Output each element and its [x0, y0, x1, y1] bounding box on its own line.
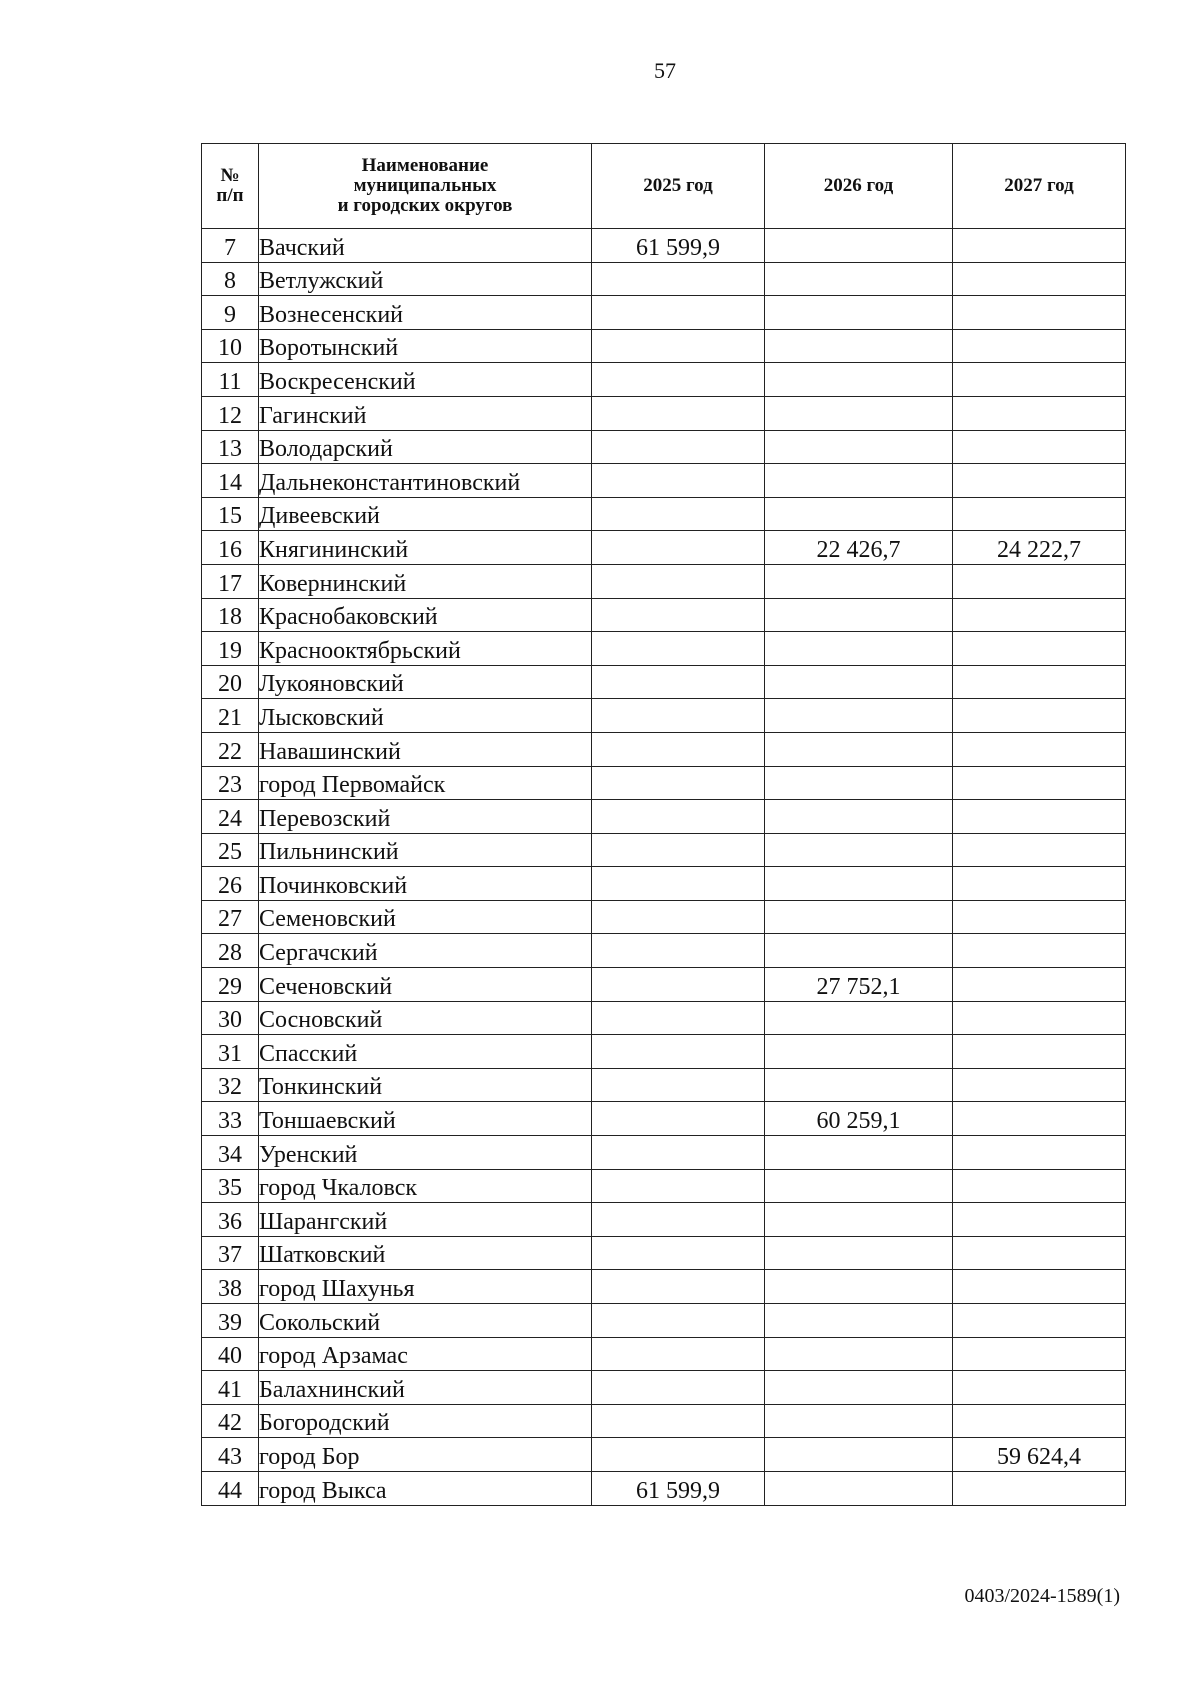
value-2026-cell [765, 800, 953, 834]
municipality-name-cell: Семеновский [259, 900, 592, 934]
table-row [202, 665, 1126, 699]
value-2026-cell [765, 934, 953, 968]
table-body [202, 229, 1126, 1506]
row-number-cell: 39 [202, 1304, 259, 1338]
value-2027-cell [953, 900, 1126, 934]
value-2025-cell [592, 1270, 765, 1304]
table-row [202, 1203, 1126, 1237]
table-row [202, 1035, 1126, 1069]
row-number-cell: 28 [202, 934, 259, 968]
value-2025-cell [592, 1068, 765, 1102]
municipality-name-cell: Краснооктябрьский [259, 632, 592, 666]
value-2025-cell [592, 665, 765, 699]
table-row [202, 497, 1126, 531]
municipality-name-cell: Сокольский [259, 1304, 592, 1338]
value-2025-cell [592, 262, 765, 296]
value-2026-cell [765, 1438, 953, 1472]
municipality-name-cell: город Выкса [259, 1471, 592, 1505]
municipality-name-cell: Тонкинский [259, 1068, 592, 1102]
value-2027-cell [953, 296, 1126, 330]
value-2027-cell [953, 732, 1126, 766]
table-row [202, 833, 1126, 867]
value-2025-cell [592, 934, 765, 968]
table-row [202, 1270, 1126, 1304]
row-number-cell: 41 [202, 1371, 259, 1405]
value-2026-cell [765, 1471, 953, 1505]
row-number-cell: 18 [202, 598, 259, 632]
value-2027-cell [953, 934, 1126, 968]
value-2025-cell [592, 699, 765, 733]
row-number-cell: 43 [202, 1438, 259, 1472]
table-row [202, 699, 1126, 733]
value-2027-cell [953, 968, 1126, 1002]
value-2025-cell [592, 430, 765, 464]
row-number-cell: 20 [202, 665, 259, 699]
value-2027-cell [953, 867, 1126, 901]
value-2027-cell: 59 624,4 [953, 1438, 1126, 1472]
row-number-cell: 21 [202, 699, 259, 733]
value-2026-cell [765, 1236, 953, 1270]
table-row [202, 867, 1126, 901]
value-2026-cell [765, 1404, 953, 1438]
value-2025-cell [592, 1371, 765, 1405]
value-2027-cell [953, 262, 1126, 296]
page-number: 57 [654, 58, 676, 83]
value-2025-cell [592, 1035, 765, 1069]
row-number-cell: 26 [202, 867, 259, 901]
value-2026-cell [765, 1068, 953, 1102]
municipality-name-cell: Пильнинский [259, 833, 592, 867]
table-row [202, 800, 1126, 834]
value-2026-cell [765, 1270, 953, 1304]
row-number-cell: 32 [202, 1068, 259, 1102]
value-2026-cell [765, 598, 953, 632]
municipality-name-cell: Дивеевский [259, 497, 592, 531]
value-2026-cell [765, 1001, 953, 1035]
value-2026-cell [765, 564, 953, 598]
value-2025-cell [592, 531, 765, 565]
value-2027-cell [953, 363, 1126, 397]
municipality-name-cell: Сеченовский [259, 968, 592, 1002]
municipality-name-cell: Ковернинский [259, 564, 592, 598]
value-2025-cell [592, 766, 765, 800]
row-number-cell: 44 [202, 1471, 259, 1505]
value-2025-cell [592, 564, 765, 598]
row-number-cell: 8 [202, 262, 259, 296]
value-2025-cell [592, 1203, 765, 1237]
value-2025-cell [592, 497, 765, 531]
municipality-name-cell: город Бор [259, 1438, 592, 1472]
value-2026-cell [765, 1203, 953, 1237]
table-row [202, 732, 1126, 766]
allocation-table [201, 143, 1126, 1506]
value-2027-cell [953, 1068, 1126, 1102]
value-2026-cell [765, 396, 953, 430]
value-2025-cell [592, 1136, 765, 1170]
table-row [202, 363, 1126, 397]
row-number-cell: 37 [202, 1236, 259, 1270]
row-number-cell: 30 [202, 1001, 259, 1035]
value-2027-cell [953, 699, 1126, 733]
table-row [202, 1438, 1126, 1472]
header-2027: 2027 год [953, 144, 1126, 229]
value-2027-cell [953, 1371, 1126, 1405]
header-2025: 2025 год [592, 144, 765, 229]
value-2027-cell [953, 1203, 1126, 1237]
value-2026-cell [765, 1337, 953, 1371]
value-2025-cell [592, 329, 765, 363]
table-row [202, 968, 1126, 1002]
row-number-cell: 14 [202, 464, 259, 498]
value-2026-cell [765, 867, 953, 901]
value-2026-cell [765, 296, 953, 330]
municipality-name-cell: Володарский [259, 430, 592, 464]
value-2026-cell [765, 766, 953, 800]
table-row [202, 1136, 1126, 1170]
municipality-name-cell: город Шахунья [259, 1270, 592, 1304]
value-2027-cell [953, 833, 1126, 867]
value-2025-cell [592, 1236, 765, 1270]
table-row [202, 1169, 1126, 1203]
value-2027-cell [953, 1136, 1126, 1170]
municipality-name-cell: Воскресенский [259, 363, 592, 397]
value-2025-cell [592, 1304, 765, 1338]
value-2025-cell [592, 1404, 765, 1438]
value-2027-cell [953, 1169, 1126, 1203]
value-2027-cell [953, 800, 1126, 834]
value-2025-cell [592, 1102, 765, 1136]
value-2025-cell [592, 968, 765, 1002]
value-2026-cell [765, 497, 953, 531]
value-2026-cell [765, 632, 953, 666]
value-2026-cell [765, 900, 953, 934]
table-row [202, 296, 1126, 330]
value-2026-cell [765, 430, 953, 464]
value-2025-cell [592, 632, 765, 666]
value-2026-cell: 22 426,7 [765, 531, 953, 565]
municipality-name-cell: Уренский [259, 1136, 592, 1170]
value-2027-cell [953, 1304, 1126, 1338]
header-municipality-name: Наименование муниципальных и городских округов [259, 144, 592, 229]
row-number-cell: 7 [202, 229, 259, 263]
row-number-cell: 24 [202, 800, 259, 834]
table-row [202, 1102, 1126, 1136]
value-2025-cell [592, 732, 765, 766]
municipality-name-cell: Балахнинский [259, 1371, 592, 1405]
row-number-cell: 40 [202, 1337, 259, 1371]
row-number-cell: 12 [202, 396, 259, 430]
value-2025-cell [592, 363, 765, 397]
municipality-name-cell: Шарангский [259, 1203, 592, 1237]
municipality-name-cell: Вознесенский [259, 296, 592, 330]
table-row [202, 1371, 1126, 1405]
header-2026: 2026 год [765, 144, 953, 229]
municipality-name-cell: Починковский [259, 867, 592, 901]
value-2025-cell [592, 1169, 765, 1203]
value-2027-cell [953, 1471, 1126, 1505]
table-row [202, 1337, 1126, 1371]
value-2027-cell [953, 497, 1126, 531]
value-2026-cell [765, 464, 953, 498]
value-2026-cell [765, 699, 953, 733]
municipality-name-cell: Дальнеконстантиновский [259, 464, 592, 498]
value-2027-cell [953, 1035, 1126, 1069]
row-number-cell: 17 [202, 564, 259, 598]
table-row [202, 262, 1126, 296]
value-2027-cell [953, 1270, 1126, 1304]
table-header-row [202, 144, 1126, 229]
value-2025-cell [592, 1438, 765, 1472]
table-row [202, 1471, 1126, 1505]
value-2025-cell [592, 464, 765, 498]
municipality-name-cell: Ветлужский [259, 262, 592, 296]
row-number-cell: 9 [202, 296, 259, 330]
row-number-cell: 27 [202, 900, 259, 934]
municipality-name-cell: Княгининский [259, 531, 592, 565]
row-number-cell: 23 [202, 766, 259, 800]
value-2027-cell [953, 229, 1126, 263]
value-2026-cell [765, 1169, 953, 1203]
value-2027-cell [953, 396, 1126, 430]
municipality-name-cell: Вачский [259, 229, 592, 263]
value-2027-cell [953, 665, 1126, 699]
table-row [202, 934, 1126, 968]
value-2027-cell [953, 766, 1126, 800]
table-row [202, 1068, 1126, 1102]
value-2026-cell: 60 259,1 [765, 1102, 953, 1136]
table-row [202, 900, 1126, 934]
table-row [202, 329, 1126, 363]
municipality-name-cell: Спасский [259, 1035, 592, 1069]
row-number-cell: 31 [202, 1035, 259, 1069]
municipality-name-cell: Лысковский [259, 699, 592, 733]
value-2027-cell [953, 329, 1126, 363]
table-row [202, 1304, 1126, 1338]
municipality-name-cell: Сергачский [259, 934, 592, 968]
value-2026-cell [765, 732, 953, 766]
municipality-name-cell: город Чкаловск [259, 1169, 592, 1203]
table-row [202, 229, 1126, 263]
value-2027-cell [953, 1102, 1126, 1136]
value-2026-cell [765, 1371, 953, 1405]
table-row [202, 396, 1126, 430]
value-2025-cell [592, 900, 765, 934]
municipality-name-cell: Тоншаевский [259, 1102, 592, 1136]
row-number-cell: 19 [202, 632, 259, 666]
municipality-name-cell: Гагинский [259, 396, 592, 430]
municipality-name-cell: Сосновский [259, 1001, 592, 1035]
value-2026-cell [765, 833, 953, 867]
value-2025-cell [592, 296, 765, 330]
municipality-name-cell: Лукояновский [259, 665, 592, 699]
value-2026-cell [765, 229, 953, 263]
row-number-cell: 38 [202, 1270, 259, 1304]
table-row [202, 1001, 1126, 1035]
header-number: № п/п [202, 144, 259, 229]
value-2027-cell [953, 464, 1126, 498]
row-number-cell: 15 [202, 497, 259, 531]
table-row [202, 1404, 1126, 1438]
document-code: 0403/2024-1589(1) [964, 1585, 1120, 1607]
municipality-name-cell: город Арзамас [259, 1337, 592, 1371]
value-2025-cell [592, 1337, 765, 1371]
table-row [202, 632, 1126, 666]
row-number-cell: 11 [202, 363, 259, 397]
municipality-name-cell: Воротынский [259, 329, 592, 363]
value-2026-cell [765, 363, 953, 397]
value-2026-cell [765, 329, 953, 363]
value-2027-cell [953, 598, 1126, 632]
row-number-cell: 34 [202, 1136, 259, 1170]
row-number-cell: 13 [202, 430, 259, 464]
row-number-cell: 25 [202, 833, 259, 867]
municipality-name-cell: Навашинский [259, 732, 592, 766]
municipality-name-cell: Краснобаковский [259, 598, 592, 632]
table-row [202, 598, 1126, 632]
value-2026-cell [765, 665, 953, 699]
value-2026-cell: 27 752,1 [765, 968, 953, 1002]
value-2026-cell [765, 1136, 953, 1170]
value-2025-cell: 61 599,9 [592, 1471, 765, 1505]
table-row [202, 464, 1126, 498]
row-number-cell: 36 [202, 1203, 259, 1237]
value-2026-cell [765, 1035, 953, 1069]
table-row [202, 531, 1126, 565]
row-number-cell: 22 [202, 732, 259, 766]
value-2027-cell [953, 1404, 1126, 1438]
row-number-cell: 16 [202, 531, 259, 565]
value-2025-cell [592, 833, 765, 867]
value-2026-cell [765, 1304, 953, 1338]
value-2027-cell [953, 564, 1126, 598]
value-2025-cell [592, 867, 765, 901]
value-2027-cell: 24 222,7 [953, 531, 1126, 565]
value-2025-cell: 61 599,9 [592, 229, 765, 263]
value-2026-cell [765, 262, 953, 296]
municipality-name-cell: Перевозский [259, 800, 592, 834]
value-2025-cell [592, 1001, 765, 1035]
table-row [202, 564, 1126, 598]
value-2025-cell [592, 598, 765, 632]
value-2027-cell [953, 1337, 1126, 1371]
table-row [202, 1236, 1126, 1270]
value-2027-cell [953, 430, 1126, 464]
value-2027-cell [953, 1001, 1126, 1035]
row-number-cell: 42 [202, 1404, 259, 1438]
row-number-cell: 33 [202, 1102, 259, 1136]
value-2027-cell [953, 632, 1126, 666]
row-number-cell: 29 [202, 968, 259, 1002]
table-row [202, 766, 1126, 800]
value-2025-cell [592, 396, 765, 430]
table-row [202, 430, 1126, 464]
row-number-cell: 10 [202, 329, 259, 363]
value-2025-cell [592, 800, 765, 834]
municipality-name-cell: город Первомайск [259, 766, 592, 800]
row-number-cell: 35 [202, 1169, 259, 1203]
municipality-name-cell: Шатковский [259, 1236, 592, 1270]
value-2027-cell [953, 1236, 1126, 1270]
municipality-name-cell: Богородский [259, 1404, 592, 1438]
